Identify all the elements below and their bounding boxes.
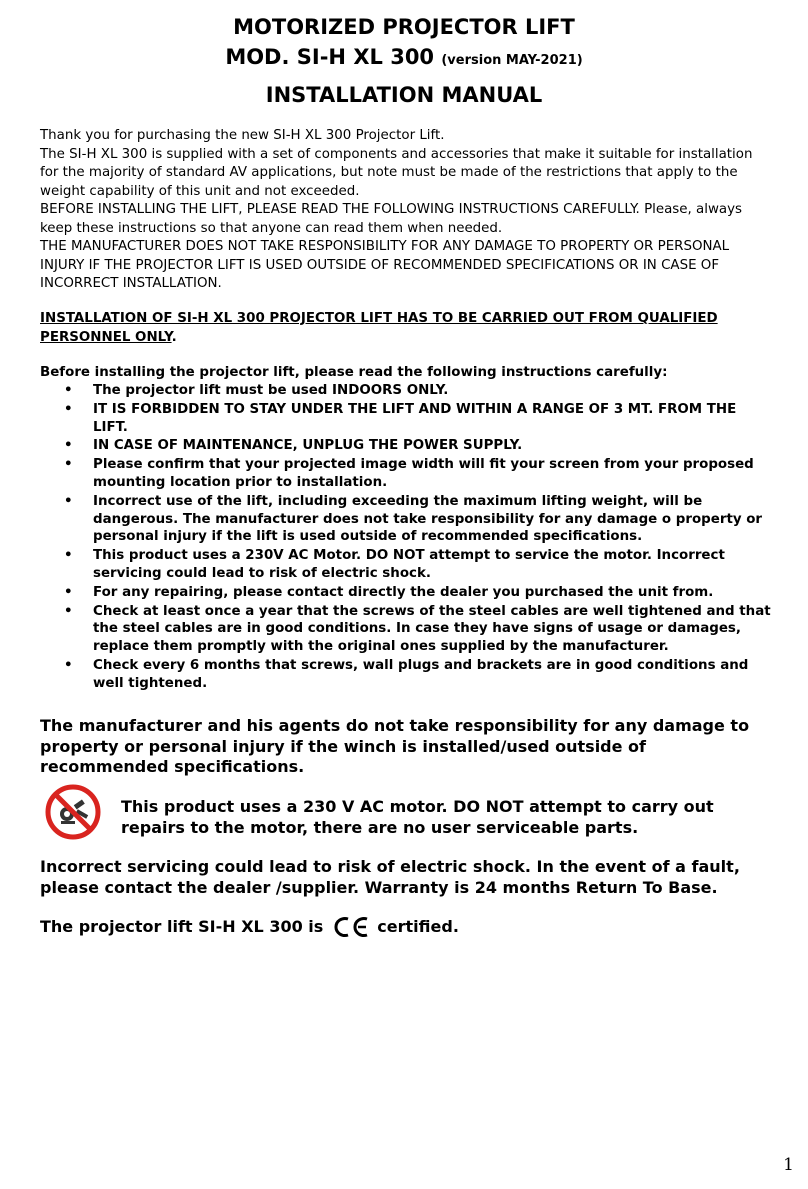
model-title [0,44,808,74]
page-number: 1 [783,1155,794,1175]
shock-warning: Incorrect servicing could lead to risk of electric shock. In the event of a fault, please contact the dealer /supplier. Warranty is 24 months Return To Base. [40,857,740,897]
list-item: • IT IS FORBIDDEN TO STAY UNDER THE LIFT AND WITHIN A RANGE OF 3 MT. FROM THE LIFT. [40,401,772,437]
qualified-notice [40,310,780,347]
page-title: MOTORIZED PROJECTOR LIFT [233,15,575,39]
list-item: • Please confirm that your projected image width will fit your screen from your proposed mounting location prior to installation. [40,456,772,492]
intro-paragraph-2: The SI-H XL 300 is supplied with a set of components and accessories that make it suitable for installation for the majority of standard AV applications, but note must be made of the restrictions that apply to the weight capability of this unit and not exceeded. [40,146,753,199]
model-name: MOD. SI-H XL 300 [225,45,435,69]
list-item: • For any repairing, please contact directly the dealer you purchased the unit from. [40,584,772,602]
intro-paragraph-4: THE MANUFACTURER DOES NOT TAKE RESPONSIBILITY FOR ANY DAMAGE TO PROPERTY OR PERSONAL INJURY IF THE PROJECTOR LIFT IS USED OUTSIDE OF RECOMMENDED SPECIFICATIONS OR IN CASE OF INCORRECT INSTALLATION. [40,239,730,291]
certification-statement [40,916,780,938]
list-item: • Check at least once a year that the screws of the steel cables are well tightened and that the steel cables are in good conditions. In case they have signs of usage or damages, replace them promptly with the original ones supplied by the manufacturer. [40,603,772,656]
intro-section [40,127,772,294]
intro-paragraph-1: Thank you for purchasing the new SI-H XL 300 Projector Lift. [40,128,445,143]
version-label: (version MAY-2021) [441,53,583,68]
motor-warning: This product uses a 230 V AC motor. DO NOT attempt to carry out repairs to the motor, there are no user serviceable parts. [121,797,714,837]
certification-prefix: The projector lift SI-H XL 300 is [40,917,324,936]
list-item: • The projector lift must be used INDOORS ONLY. [40,382,772,400]
certification-suffix: certified. [377,917,459,936]
ce-mark-icon [331,916,371,938]
manual-title: INSTALLATION MANUAL [265,83,543,107]
qualified-period: . [171,329,177,345]
list-item: • Check every 6 months that screws, wall plugs and brackets are in good conditions and well tightened. [40,657,772,693]
no-repair-prohibition-icon [45,784,101,840]
list-item: • This product uses a 230V AC Motor. DO NOT attempt to service the motor. Incorrect servicing could lead to risk of electric shock. [40,547,772,583]
qualified-notice-text: INSTALLATION OF SI-H XL 300 PROJECTOR LIFT HAS TO BE CARRIED OUT FROM QUALIFIED PERSONNEL ONLY [40,311,718,345]
disclaimer-text: The manufacturer and his agents do not take responsibility for any damage to property or personal injury if the winch is installed/used outside of recommended specifications. [40,716,750,776]
list-item: • Incorrect use of the lift, including exceeding the maximum lifting weight, will be dangerous. The manufacturer does not take responsibility for any damage o property or personal injury if the lift is used outside of recommended specifications. [40,493,772,546]
safety-rules-list [40,382,772,694]
list-item: • IN CASE OF MAINTENANCE, UNPLUG THE POWER SUPPLY. [40,437,772,455]
before-heading: Before installing the projector lift, please read the following instructions carefully: [40,365,668,380]
intro-paragraph-3: BEFORE INSTALLING THE LIFT, PLEASE READ THE FOLLOWING INSTRUCTIONS CAREFULLY. Please, always keep these instructions so that anyone can read them when needed. [40,202,743,236]
